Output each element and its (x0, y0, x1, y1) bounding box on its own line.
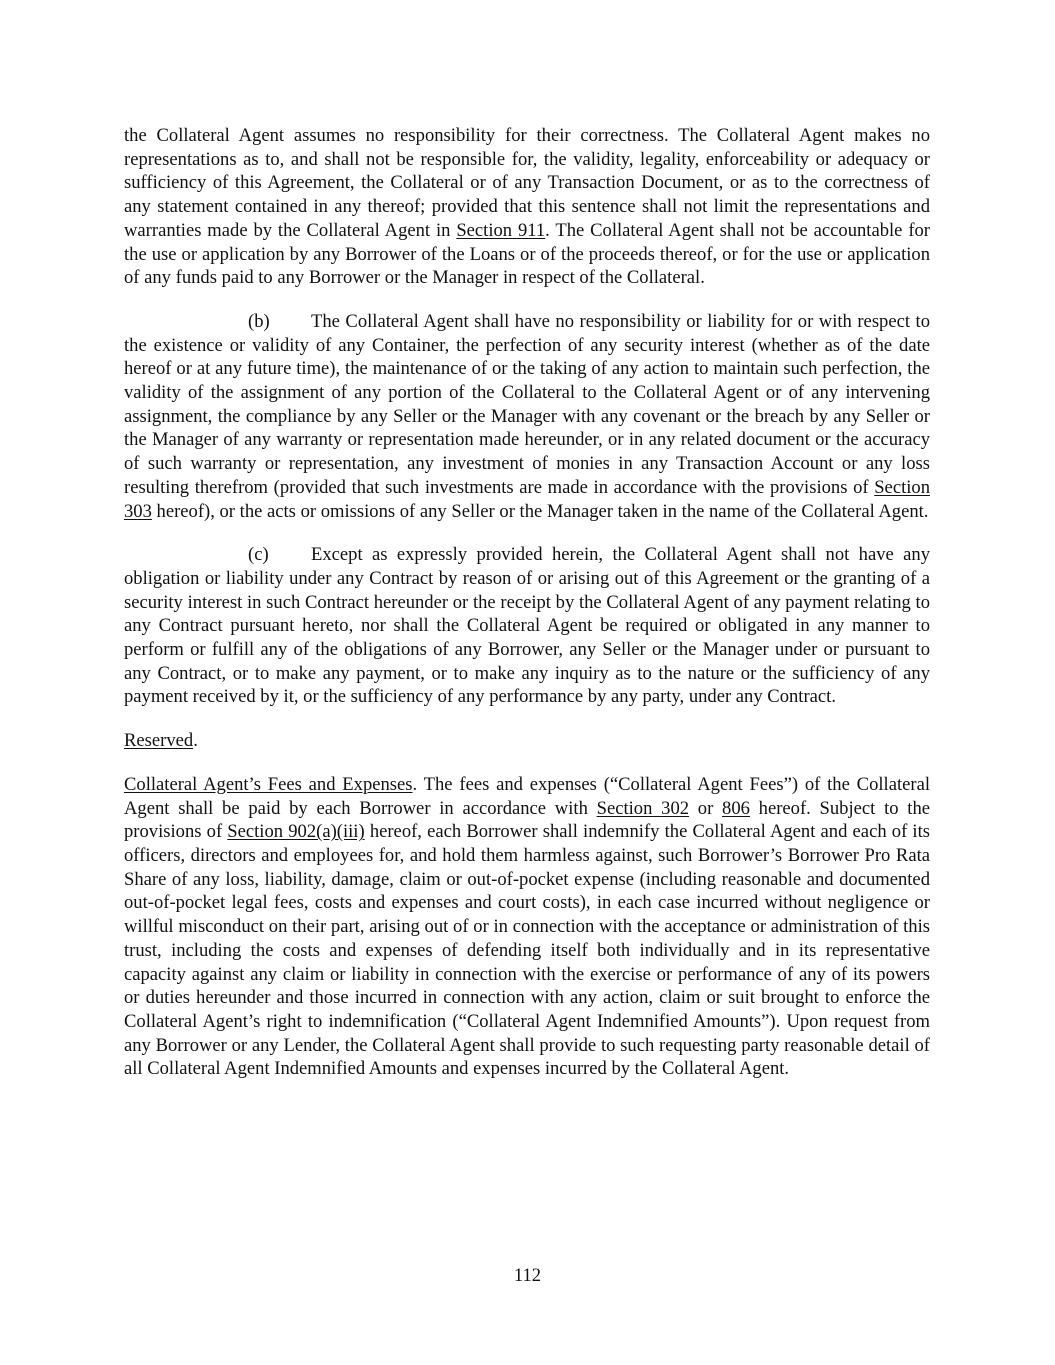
section-911-reference: Section 911 (456, 219, 546, 241)
section-303-reference: Section 303 (124, 476, 930, 522)
document-page (124, 124, 930, 1101)
fees-heading: Collateral Agent’s Fees and Expenses (124, 773, 413, 795)
section-902-reference: Section 902(a)(iii) (227, 821, 365, 843)
paragraph-text: The Collateral Agent shall have no responsibility or liability for or with respect to the existence or validity of any Container, the perfection of any security interest (whether as of the date hereof or at any future time), the maintenance of or the taking of any action to maintain such perfection, the validity of the assignment of any portion of the Collateral to the Collateral Agent or of any intervening assignment, the compliance by any Seller or the Manager with any covenant or the breach by any Seller or the Manager of any warranty or representation made hereunder, or in any related document or the accuracy of such warranty or representation, any investment of monies in any Transaction Account or any loss resulting therefrom (provided that such investments are made in accordance with the provisions of (124, 310, 930, 498)
page-number: 112 (513, 1265, 542, 1286)
section-806-reference: 806 (722, 797, 750, 819)
paragraph-continuation (124, 124, 930, 290)
paragraph-text: Except as expressly provided herein, the Collateral Agent shall not have any obligation or liability under any Contract by reason of or arising out of this Agreement or the granting of a security interest in such Contract hereunder or the receipt by the Collateral Agent of any payment relating to any Contract pursuant hereto, nor shall the Collateral Agent be required or obligated in any manner to perform or fulfill any of the obligations of any Borrower, any Seller or the Manager under or pursuant to any Contract, or to make any payment, or to make any inquiry as to the nature or the sufficiency of any payment received by it, or the sufficiency of any performance by any party, under any Contract. (124, 544, 930, 708)
paragraph-text: . The fees and expenses (“Collateral Agent Fees”) of the Collateral Agent shall be paid by each Borrower in accordance with (124, 773, 930, 819)
paragraph-label-c: (c) (248, 544, 269, 566)
paragraph-c (124, 543, 930, 709)
paragraph-text: hereof), or the acts or omissions of any Seller or the Manager taken in the name of the Collateral Agent. (151, 500, 929, 522)
reserved-heading: Reserved (124, 730, 194, 752)
paragraph-text: the Collateral Agent assumes no responsibility for their correctness. The Collateral Agent makes no representations as to, and shall not be responsible for, the validity, legality, enforceability or adequacy or sufficiency of this Agreement, the Collateral or of any Transaction Document, or as to the correctness of any statement contained in any thereof; provided that this sentence shall not limit the representations and warranties made by the Collateral Agent in (124, 125, 930, 241)
reserved-section (124, 729, 930, 753)
fees-and-expenses-section (124, 773, 930, 1081)
reserved-period: . (193, 730, 198, 752)
paragraph-text: . The Collateral Agent shall not be accountable for the use or application by any Borrower of the Loans or of the proceeds thereof, or for the use or application of any funds paid to any Borrower or the Manager in respect of the Collateral. (124, 219, 930, 289)
section-302-reference: Section 302 (596, 797, 690, 819)
paragraph-text: or (689, 797, 723, 819)
paragraph-b (124, 310, 930, 523)
paragraph-text: hereof. Subject to the provisions of (124, 797, 930, 843)
paragraph-text: hereof, each Borrower shall indemnify the Collateral Agent and each of its officers, directors and employees for, and hold them harmless against, such Borrower’s Borrower Pro Rata Share of any loss, liability, damage, claim or out-of-pocket expense (including reasonable and documented out-of-pocket legal fees, costs and expenses and court costs), in each case incurred without negligence or willful misconduct on their part, arising out of or in connection with the acceptance or administration of this trust, including the costs and expenses of defending itself both individually and in its representative capacity against any claim or liability in connection with the exercise or performance of any of its powers or duties hereunder and those incurred in connection with any action, claim or suit brought to enforce the Collateral Agent’s right to indemnification (“Collateral Agent Indemnified Amounts”). Upon request from any Borrower or any Lender, the Collateral Agent shall provide to such requesting party reasonable detail of all Collateral Agent Indemnified Amounts and expenses incurred by the Collateral Agent. (124, 821, 930, 1080)
paragraph-label-b: (b) (248, 310, 270, 332)
